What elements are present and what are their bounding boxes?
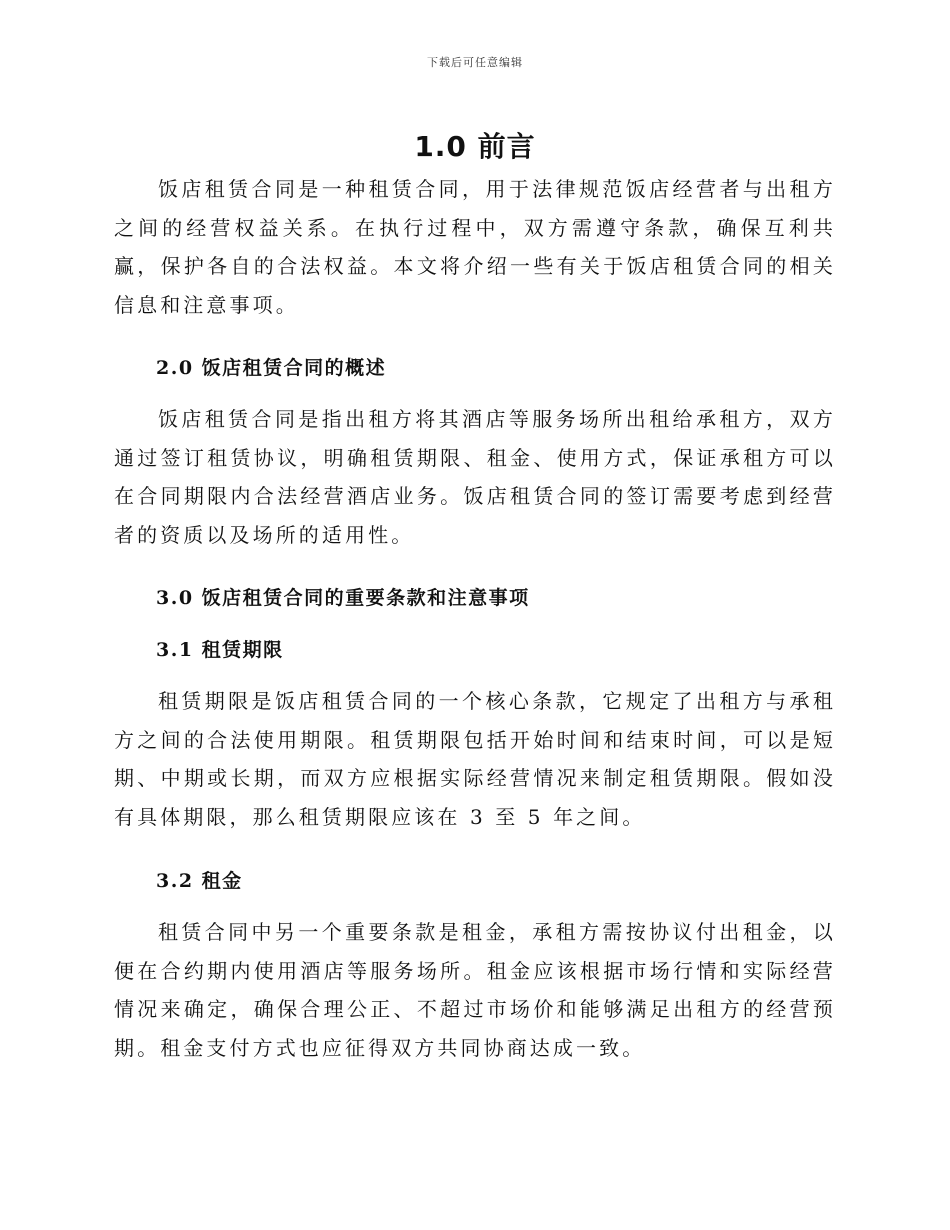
subsection-heading-lease-term: 3.1 租赁期限 [156, 639, 284, 661]
intro-section [114, 170, 836, 324]
document-title: 1.0 前言 [414, 130, 536, 163]
overview-paragraph: 饭店租赁合同是指出租方将其酒店等服务场所出租给承租方，双方通过签订租赁协议，明确租赁期限、租金、使用方式，保证承租方可以在合同期限内合法经营酒店业务。饭店租赁合同的签订需要考虑到经营者的资质以及场所的适用性。 [114, 407, 836, 547]
lease-term-section [114, 682, 836, 836]
section-heading-key-terms: 3.0 饭店租赁合同的重要条款和注意事项 [156, 587, 530, 609]
rent-section [114, 913, 836, 1067]
lease-term-paragraph: 租赁期限是饭店租赁合同的一个核心条款，它规定了出租方与承租方之间的合法使用期限。租赁期限包括开始时间和结束时间，可以是短期、中期或长期，而双方应根据实际经营情况来制定租赁期限。假如没有具体期限，那么租赁期限应该在 3 至 5 年之间。 [114, 689, 836, 829]
subsection-heading-rent: 3.2 租金 [156, 870, 243, 892]
section-heading-overview: 2.0 饭店租赁合同的概述 [156, 357, 387, 379]
page-header: 下载后可任意编辑 [427, 56, 523, 69]
rent-paragraph: 租赁合同中另一个重要条款是租金，承租方需按协议付出租金，以便在合约期内使用酒店等服务场所。租金应该根据市场行情和实际经营情况来确定，确保合理公正、不超过市场价和能够满足出租方的经营预期。租金支付方式也应征得双方共同协商达成一致。 [114, 920, 836, 1060]
intro-paragraph: 饭店租赁合同是一种租赁合同，用于法律规范饭店经营者与出租方之间的经营权益关系。在执行过程中，双方需遵守条款，确保互利共赢，保护各自的合法权益。本文将介绍一些有关于饭店租赁合同的相关信息和注意事项。 [114, 177, 836, 317]
overview-section [114, 400, 836, 554]
